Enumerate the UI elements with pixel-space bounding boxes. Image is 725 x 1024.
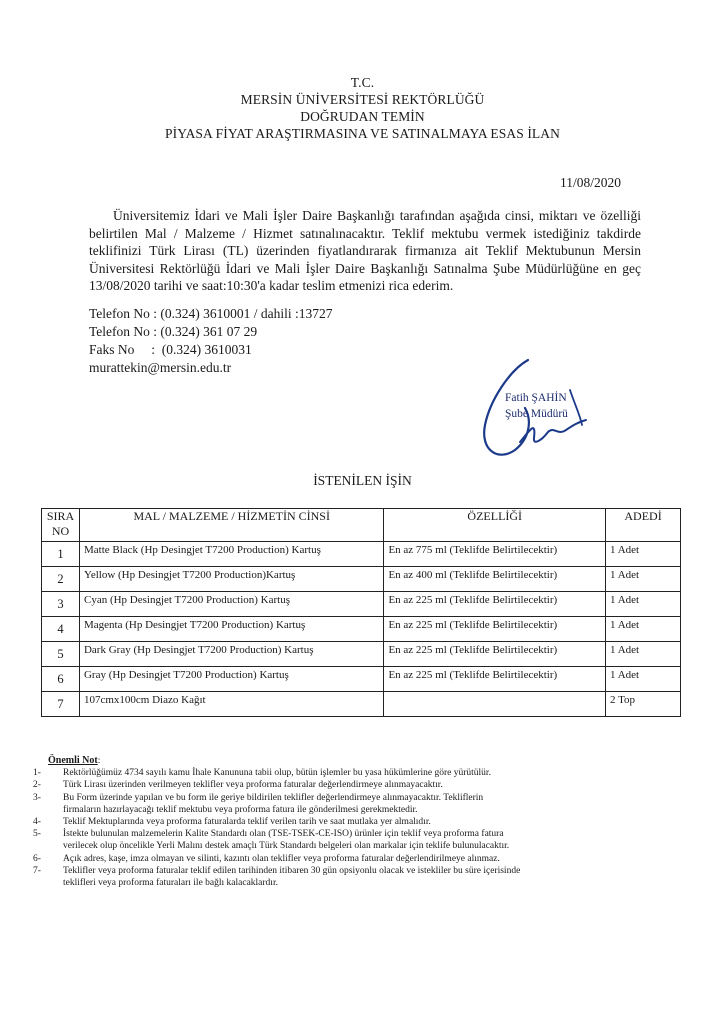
note-item [33, 853, 673, 865]
note-number: 5- [33, 829, 41, 840]
row-qty: 1 Adet [606, 617, 681, 642]
table-row [42, 642, 681, 667]
notes-section [33, 755, 673, 889]
row-item: Dark Gray (Hp Desingjet T7200 Production) Kartuş [79, 642, 383, 667]
row-qty: 1 Adet [606, 567, 681, 592]
body-text [89, 207, 641, 295]
row-spec: En az 225 ml (Teklifde Belirtilecektir) [384, 592, 606, 617]
row-item: Cyan (Hp Desingjet T7200 Production) Kartuş [79, 592, 383, 617]
note-number: 2- [33, 780, 41, 791]
row-qty: 2 Top [606, 692, 681, 717]
row-number: 2 [42, 567, 80, 592]
note-item [33, 865, 673, 889]
note-number: 6- [33, 853, 41, 864]
row-qty: 1 Adet [606, 667, 681, 692]
table-row [42, 692, 681, 717]
note-number: 3- [33, 792, 41, 803]
row-spec: En az 400 ml (Teklifde Belirtilecektir) [384, 567, 606, 592]
phone-2: Telefon No : (0.324) 361 07 29 [89, 324, 258, 339]
note-text: Türk Lirası üzerinden verilmeyen teklifler veya proforma faturalar değerlendirmeye alınmayacaktır. [63, 780, 443, 791]
row-spec [384, 692, 606, 717]
table-row [42, 542, 681, 567]
header-line-announcement: PİYASA FİYAT ARAŞTIRMASINA VE SATINALMAYA ESAS İLAN [165, 126, 560, 141]
email: murattekin@mersin.edu.tr [89, 360, 232, 375]
note-text: Açık adres, kaşe, imza olmayan ve silinti, kazıntı olan teklifler veya proforma faturalar değerlendirilmeye alınmaz. [63, 853, 500, 864]
header-spec: ÖZELLİĞİ [384, 509, 606, 542]
note-text: Rektörlüğümüz 4734 sayılı kamu İhale Kanununa tabii olup, bütün işlemler bu yasa hükümlerine göre yürütülür. [63, 768, 491, 779]
row-qty: 1 Adet [606, 592, 681, 617]
row-spec: En az 225 ml (Teklifde Belirtilecektir) [384, 642, 606, 667]
note-item [33, 779, 673, 791]
row-number: 5 [42, 642, 80, 667]
row-number: 1 [42, 542, 80, 567]
note-number: 7- [33, 865, 41, 876]
row-item: Magenta (Hp Desingjet T7200 Production) Kartuş [79, 617, 383, 642]
signature-block [470, 350, 610, 465]
phone-1: Telefon No : (0.324) 3610001 / dahili :13727 [89, 306, 333, 321]
header-line-rectorate: MERSİN ÜNİVERSİTESİ REKTÖRLÜĞÜ [240, 92, 485, 107]
row-number: 6 [42, 667, 80, 692]
row-item: Matte Black (Hp Desingjet T7200 Production) Kartuş [79, 542, 383, 567]
note-text: İstekte bulunulan malzemelerin Kalite Standardı olan (TSE-TSEK-CE-ISO) ürünler için teklif veya proforma fatura verilecek olup öncelikle Yerli Malını destek amaçlı Türk Standardı belgeleri olan markalar için teklife bulunulacaktır. [63, 829, 510, 852]
row-spec: En az 775 ml (Teklifde Belirtilecektir) [384, 542, 606, 567]
row-item: Yellow (Hp Desingjet T7200 Production)Kartuş [79, 567, 383, 592]
note-item [33, 767, 673, 779]
row-spec: En az 225 ml (Teklifde Belirtilecektir) [384, 667, 606, 692]
note-number: 4- [33, 817, 41, 828]
row-number: 3 [42, 592, 80, 617]
note-item [33, 828, 673, 852]
document-header [0, 74, 725, 142]
document-date: 11/08/2020 [560, 175, 622, 190]
note-text: Teklif Mektuplarında veya proforma faturalarda teklif verilen tarih ve saat mutlaka yer almalıdır. [63, 817, 431, 828]
row-item: Gray (Hp Desingjet T7200 Production) Kartuş [79, 667, 383, 692]
header-line-tc: T.C. [350, 75, 375, 90]
table-row [42, 667, 681, 692]
signatory-title: Şube Müdürü [505, 408, 568, 420]
row-item: 107cmx100cm Diazo Kağıt [79, 692, 383, 717]
table-row [42, 617, 681, 642]
note-text: Teklifler veya proforma faturalar teklif edilen tarihinden itibaren 30 gün opsiyonlu olacak ve istekliler bu süre içerisinde teklifleri veya proforma faturaları ile bağlı kalacaklardır. [63, 865, 521, 889]
table-header-row [42, 509, 681, 542]
row-qty: 1 Adet [606, 542, 681, 567]
note-item [33, 816, 673, 828]
header-qty: ADEDİ [606, 509, 681, 542]
header-line-direct-procurement: DOĞRUDAN TEMİN [300, 109, 425, 124]
table-row [42, 567, 681, 592]
section-title: İSTENİLEN İŞİN [313, 473, 412, 488]
notes-title: Önemli Not [48, 755, 98, 766]
note-item [33, 792, 673, 816]
items-table [41, 508, 681, 717]
row-number: 4 [42, 617, 80, 642]
note-number: 1- [33, 768, 41, 779]
row-qty: 1 Adet [606, 642, 681, 667]
table-row [42, 592, 681, 617]
row-spec: En az 225 ml (Teklifde Belirtilecektir) [384, 617, 606, 642]
note-text: Bu Form üzerinde yapılan ve bu form ile geriye bildirilen teklifler değerlendirmeye alınmayacaktır. Tekliflerin firmaların hazırlayacağı teklif mektubu veya proforma fatura ile gönderilmesi gerekmektedir. [63, 792, 484, 815]
row-number: 7 [42, 692, 80, 717]
signatory-name: Fatih ŞAHİN [505, 392, 567, 404]
fax: Faks No : (0.324) 3610031 [89, 342, 252, 357]
notes-heading: Önemli Not: [48, 755, 101, 766]
body-paragraph: Üniversitemiz İdari ve Mali İşler Daire Başkanlığı tarafından aşağıda cinsi, miktarı ve özelliği belirtilen Mal / Malzeme / Hizmet satınalınacaktır. Teklif mektubu vermek istediğiniz takdirde teklifinizi Türk Lirası (TL) üzerinden fiyatlandırarak firmanıza ait Teklif Mektubunun Mersin Üniversitesi Rektörlüğü İdari ve Mali İşler Daire Başkanlığı Satınalma Şube Müdürlüğüne en geç 13/08/2020 tarihi ve saat:10:30'a kadar teslim etmenizi rica ederim. [89, 208, 641, 293]
header-item: MAL / MALZEME / HİZMETİN CİNSİ [79, 509, 383, 542]
contact-info [89, 305, 333, 377]
header-sira-no: SIRA NO [42, 509, 80, 542]
